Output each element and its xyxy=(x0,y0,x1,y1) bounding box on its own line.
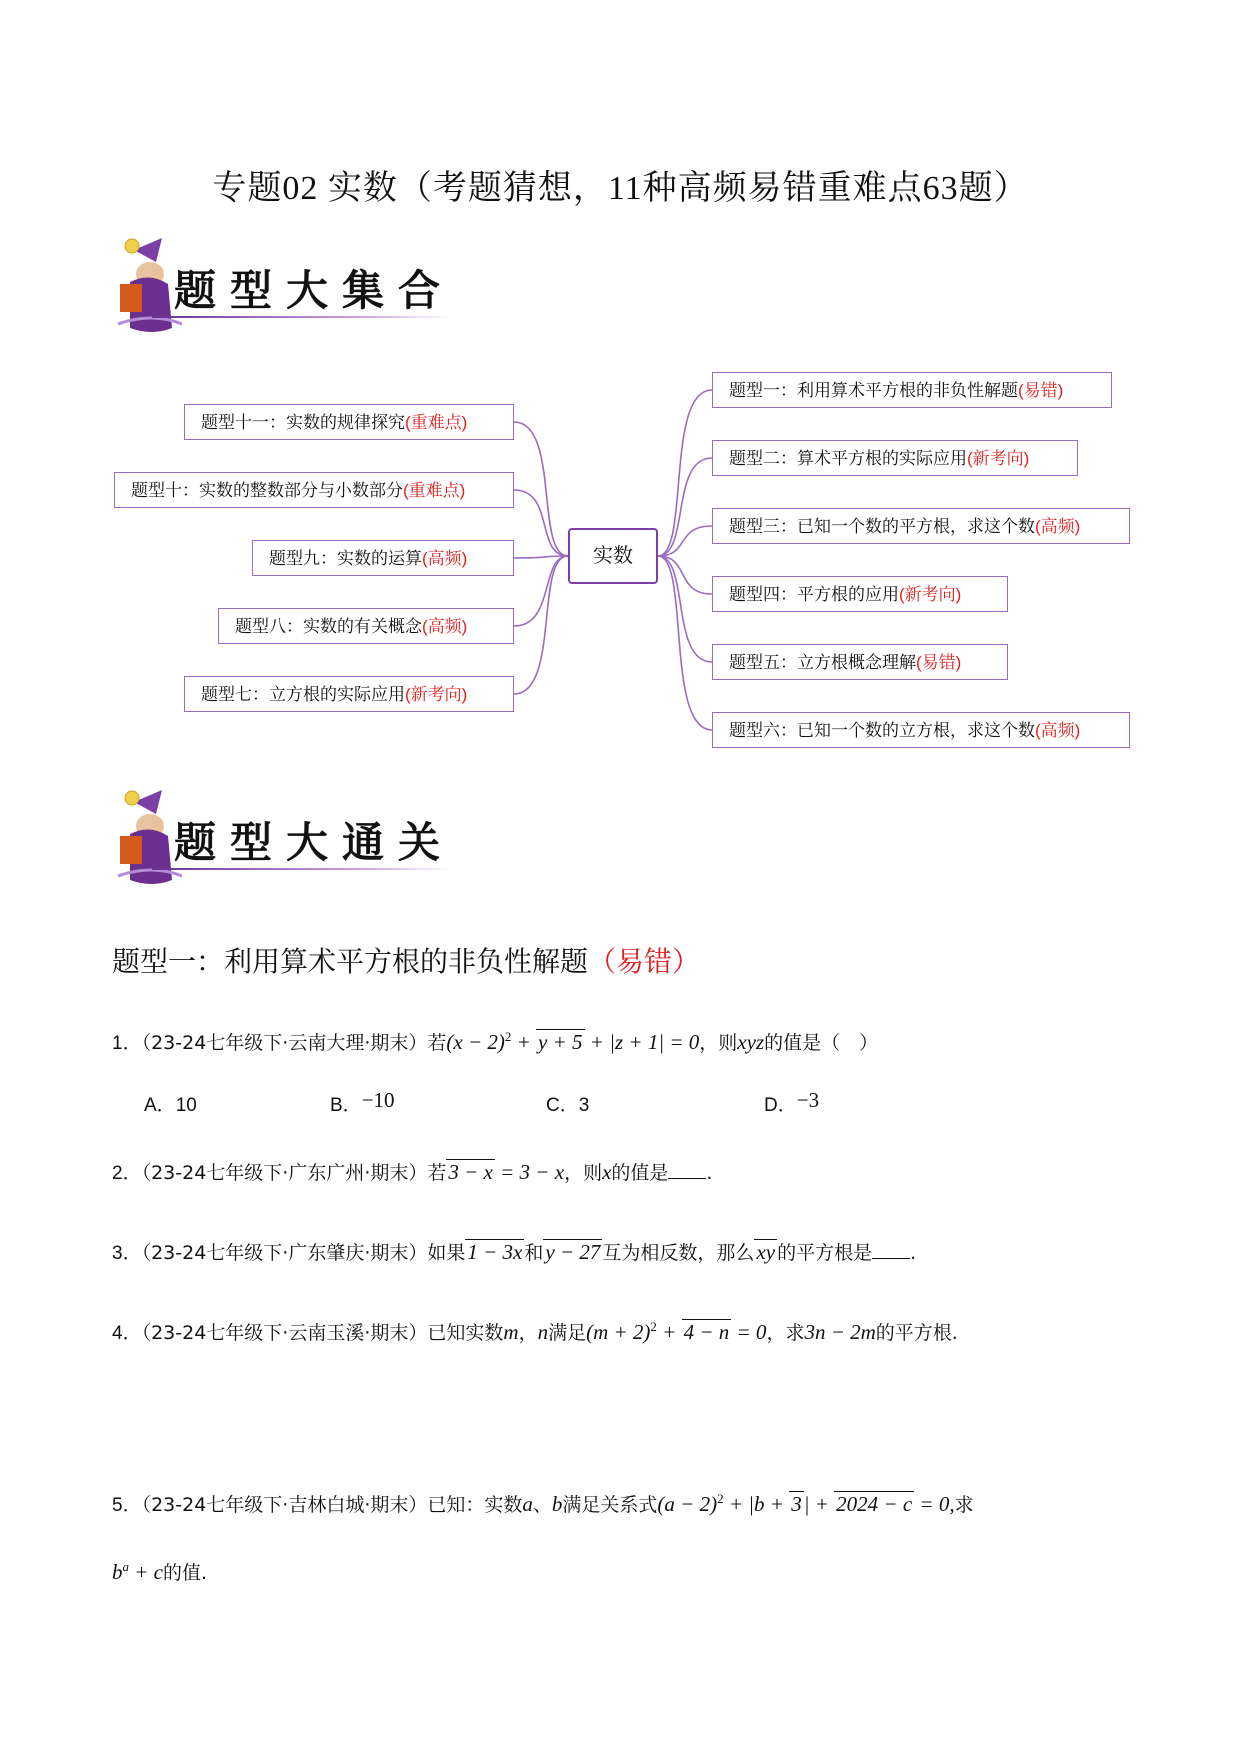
mindmap-node-type-11: 题型十一：实数的规律探究(重难点) xyxy=(184,404,514,440)
question-3: 3．（23-24七年级下·广东肇庆·期末）如果1 − 3x 和y − 27 互为相反数，那么xy 的平方根是 . xyxy=(112,1240,917,1264)
connector-left-10 xyxy=(514,490,568,556)
option-d: D．−3 xyxy=(764,1088,820,1116)
answer-blank[interactable] xyxy=(872,1240,910,1259)
question-5: 5．（23-24七年级下·吉林白城·期末）已知：实数a、b满足关系式$(a - 2)^2 + |b + 3| + 2024 - c = 0$,求 xyxy=(112,1491,974,1516)
question-5-line-2: $b^a + c$的值. xyxy=(112,1559,208,1584)
mindmap-node-type-6: 题型六：已知一个数的立方根，求这个数(高频) xyxy=(712,712,1130,748)
connector-right-1 xyxy=(658,390,712,556)
mindmap-node-type-9: 题型九：实数的运算(高频) xyxy=(252,540,514,576)
mindmap-node-type-3: 题型三：已知一个数的平方根，求这个数(高频) xyxy=(712,508,1130,544)
section-heading: 题型一：利用算术平方根的非负性解题（易错） xyxy=(112,945,701,978)
wizard-mascot-icon xyxy=(112,784,182,894)
banner-pass xyxy=(112,784,462,894)
question-1: 1．（23-24七年级下·云南大理·期末）若$(x - 2)^2 + y + 5 + |z + 1| = 0$，则xyz的值是（ ） xyxy=(112,1029,879,1054)
banner-collection-text: 题型大集合 xyxy=(174,266,455,315)
mindmap-node-type-7: 题型七：立方根的实际应用(新考向) xyxy=(184,676,514,712)
page-title: 专题02 实数（考题猜想，11种高频易错重难点63题） xyxy=(212,170,1029,207)
answer-blank[interactable] xyxy=(668,1160,706,1179)
mindmap-center-node: 实数 xyxy=(568,528,658,584)
mindmap-node-type-5: 题型五：立方根概念理解(易错) xyxy=(712,644,1008,680)
mindmap-node-type-2: 题型二：算术平方根的实际应用(新考向) xyxy=(712,440,1078,476)
mindmap-node-type-1: 题型一：利用算术平方根的非负性解题(易错) xyxy=(712,372,1112,408)
option-b: B．−10 xyxy=(330,1088,395,1116)
connector-right-6 xyxy=(658,556,712,730)
question-4: 4．（23-24七年级下·云南玉溪·期末）已知实数m，n满足$(m + 2)^2 + 4 - n = 0$，求3n − 2m的平方根. xyxy=(112,1319,958,1344)
option-c: C．3 xyxy=(546,1095,590,1116)
connector-left-11 xyxy=(514,422,568,556)
mindmap-node-type-10: 题型十：实数的整数部分与小数部分(重难点) xyxy=(114,472,514,508)
mindmap-node-type-8: 题型八：实数的有关概念(高频) xyxy=(218,608,514,644)
question-2: 2．（23-24七年级下·广东广州·期末）若3 − x = 3 − x，则x的值是 . xyxy=(112,1160,713,1184)
mindmap-node-type-4: 题型四：平方根的应用(新考向) xyxy=(712,576,1008,612)
connector-left-8 xyxy=(514,556,568,626)
connector-right-2 xyxy=(658,458,712,556)
option-a: A．10 xyxy=(144,1095,197,1116)
connector-right-5 xyxy=(658,556,712,662)
banner-pass-text: 题型大通关 xyxy=(174,818,455,867)
